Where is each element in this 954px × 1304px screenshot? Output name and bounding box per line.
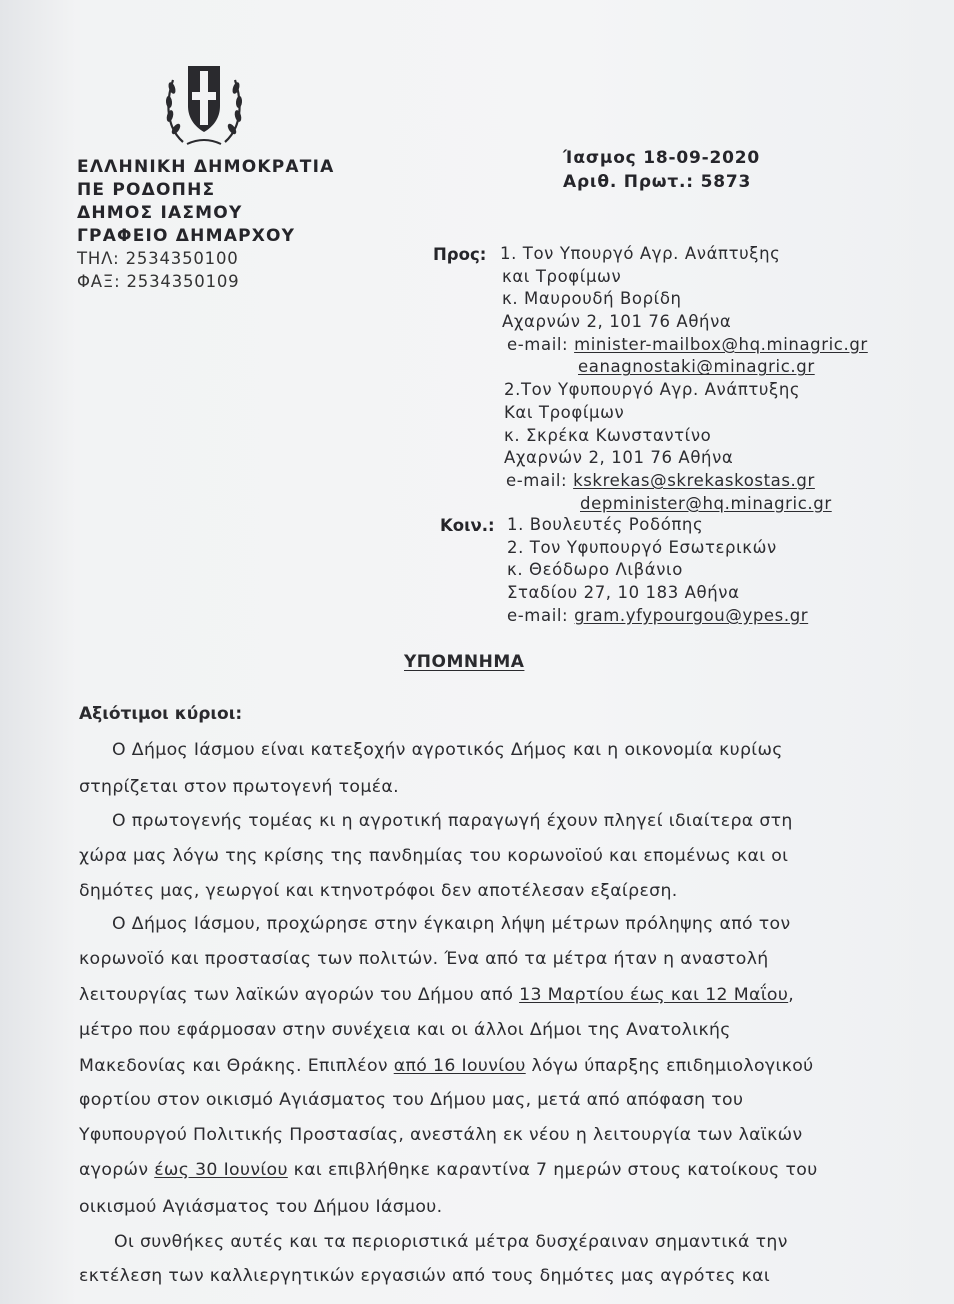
body-line: φορτίου στον οικισμό Αγιάσματος του Δήμου μας, μετά από απόφαση του [79, 1090, 744, 1110]
coat-of-arms-emblem [163, 58, 245, 150]
fax-number: ΦΑΞ: 2534350109 [77, 272, 240, 291]
document-title: ΥΠΟΜΝΗΜΑ [404, 652, 525, 672]
body-line: Ο Δήμος Ιάσμου είναι κατεξοχήν αγροτικός Δήμος και η οικονομία κυρίως [112, 740, 783, 760]
body-line: Οι συνθήκες αυτές και τα περιοριστικά μέτρα δυσχέραιναν σημαντικά την [114, 1232, 788, 1252]
to-recipients [500, 243, 868, 515]
body-line: εκτέλεση των καλλιεργητικών εργασιών από τους δημότες μας αγρότες και [79, 1266, 771, 1286]
issuer-header [77, 157, 334, 249]
place-date: Ίασμος 18-09-2020 [563, 148, 761, 168]
issuer-line: ΔΗΜΟΣ ΙΑΣΜΟΥ [77, 203, 243, 223]
email-label: e-mail: [506, 470, 568, 490]
address-line: 2.Τον Υφυπουργό Αγρ. Ανάπτυξης [504, 380, 801, 400]
email-link[interactable]: depminister@hq.minagric.gr [580, 493, 832, 513]
address-line: Σταδίου 27, 10 183 Αθήνα [507, 583, 740, 603]
issuer-line: ΓΡΑΦΕΙΟ ΔΗΜΑΡΧΟΥ [77, 226, 296, 246]
body-line: μέτρο που εφάρμοσαν στην συνέχεια και οι άλλοι Δήμοι της Ανατολικής [79, 1020, 731, 1040]
date-highlight: έως 30 Ιουνίου [154, 1160, 288, 1180]
address-line: Αχαρνών 2, 101 76 Αθήνα [502, 312, 732, 332]
cc-recipients [507, 514, 808, 627]
address-line: 1. Βουλευτές Ροδόπης [507, 515, 704, 534]
address-line: και Τροφίμων [502, 266, 622, 286]
protocol-number: Αριθ. Πρωτ.: 5873 [563, 172, 752, 192]
email-label: e-mail: [507, 334, 569, 354]
body-line: Ο Δήμος Ιάσμου, προχώρησε στην έγκαιρη λήψη μέτρων πρόληψης από τον [112, 914, 791, 934]
address-line: Και Τροφίμων [504, 402, 625, 422]
date-range-highlight: 13 Μαρτίου έως και 12 Μαΐου [519, 985, 789, 1005]
body-line: κορωνοϊό και προστασίας των πολιτών. Ένα από τα μέτρα ήταν η αναστολή [79, 949, 769, 969]
address-line: κ. Θεόδωρο Λιβάνιο [507, 560, 683, 580]
body-line: στηρίζεται στον πρωτογενή τομέα. [79, 777, 399, 797]
address-line: 2. Τον Υφυπουργό Εσωτερικών [507, 537, 777, 557]
email-label: e-mail: [507, 605, 569, 625]
address-line: κ. Σκρέκα Κωνσταντίνο [504, 425, 712, 445]
salutation: Αξιότιμοι κύριοι: [79, 704, 243, 724]
body-line: Υφυπουργού Πολιτικής Προστασίας, ανεστάλη εκ νέου η λειτουργία των λαϊκών [79, 1125, 803, 1145]
issuer-line: ΠΕ ΡΟΔΟΠΗΣ [77, 180, 216, 200]
email-link[interactable]: kskrekas@skrekaskostas.gr [573, 470, 815, 490]
issuer-line: ΕΛΛΗΝΙΚΗ ΔΗΜΟΚΡΑΤΙΑ [77, 157, 335, 177]
email-link[interactable]: gram.yfypourgou@ypes.gr [574, 605, 809, 625]
body-line: αγορών έως 30 Ιουνίου και επιβλήθηκε καραντίνα 7 ημερών στους κατοίκους του [79, 1160, 818, 1180]
address-line: Αχαρνών 2, 101 76 Αθήνα [504, 448, 734, 468]
body-line: χώρα μας λόγω της κρίσης της πανδημίας του κορωνοϊού και επομένως και οι [79, 846, 789, 866]
address-line: κ. Μαυρουδή Βορίδη [502, 289, 682, 309]
body-line: δημότες μας, γεωργοί και κτηνοτρόφοι δεν αποτέλεσαν εξαίρεση. [79, 881, 678, 901]
tel-number: ΤΗΛ: 2534350100 [77, 249, 239, 268]
email-link[interactable]: eanagnostaki@minagric.gr [578, 357, 815, 377]
address-line: 1. Τον Υπουργό Αγρ. Ανάπτυξης [500, 244, 781, 263]
body-line: Μακεδονίας και Θράκης. Επιπλέον από 16 Ιουνίου λόγω ύπαρξης επιδημιολογικού [79, 1056, 814, 1076]
body-line: Ο πρωτογενής τομέας κι η αγροτική παραγωγή έχουν πληγεί ιδιαίτερα στη [112, 811, 793, 831]
email-link[interactable]: minister-mailbox@hq.minagric.gr [574, 334, 868, 354]
body-line: λειτουργίας των λαϊκών αγορών του Δήμου από 13 Μαρτίου έως και 12 Μαΐου, [79, 985, 795, 1005]
body-line: οικισμού Αγιάσματος του Δήμου Ιάσμου. [79, 1197, 443, 1217]
date-highlight: από 16 Ιουνίου [393, 1056, 526, 1076]
to-label: Προς: [433, 245, 487, 264]
cc-label: Κοιν.: [440, 516, 495, 535]
